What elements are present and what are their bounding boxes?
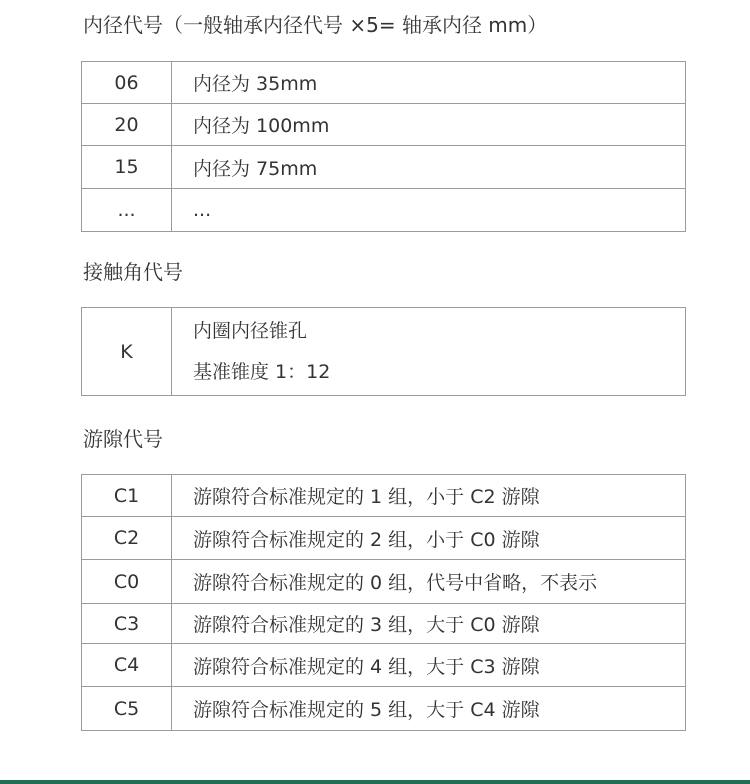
table-row [82, 189, 686, 232]
clearance-heading: 游隙代号 [83, 427, 163, 451]
contact-angle-table [81, 307, 686, 396]
contact-desc-cell [172, 308, 686, 396]
table-row [82, 104, 686, 146]
bore-desc-cell: 内径为 35mm [172, 62, 686, 104]
contact-desc-line: 内圈内径锥孔 [193, 319, 308, 342]
clearance-code-cell: C4 [82, 644, 172, 687]
table-row [82, 560, 686, 604]
bore-code-cell: ... [82, 189, 172, 232]
clearance-desc-cell: 游隙符合标准规定的 2 组，小于 C0 游隙 [172, 517, 686, 560]
clearance-desc-cell: 游隙符合标准规定的 3 组，大于 C0 游隙 [172, 604, 686, 644]
clearance-code-cell: C2 [82, 517, 172, 560]
bore-code-table [81, 61, 686, 232]
table-row [82, 604, 686, 644]
bore-desc-cell: 内径为 100mm [172, 104, 686, 146]
table-row [82, 146, 686, 189]
bore-code-cell: 15 [82, 146, 172, 189]
table-row [82, 475, 686, 517]
bore-code-cell: 06 [82, 62, 172, 104]
bore-code-cell: 20 [82, 104, 172, 146]
bore-desc-cell: 内径为 75mm [172, 146, 686, 189]
bore-code-heading: 内径代号（一般轴承内径代号 ×5= 轴承内径 mm） [83, 13, 548, 37]
contact-desc-line: 基准锥度 1：12 [193, 360, 331, 383]
clearance-code-cell: C0 [82, 560, 172, 604]
clearance-desc-cell: 游隙符合标准规定的 4 组，大于 C3 游隙 [172, 644, 686, 687]
table-row [82, 308, 686, 396]
clearance-code-cell: C1 [82, 475, 172, 517]
table-row [82, 517, 686, 560]
clearance-desc-cell: 游隙符合标准规定的 1 组，小于 C2 游隙 [172, 475, 686, 517]
clearance-desc-cell: 游隙符合标准规定的 0 组，代号中省略，不表示 [172, 560, 686, 604]
bottom-accent-bar [0, 780, 750, 784]
bore-desc-cell: ... [172, 189, 686, 232]
table-row [82, 62, 686, 104]
table-row [82, 644, 686, 687]
contact-code-cell: K [82, 308, 172, 396]
clearance-table [81, 474, 686, 731]
clearance-code-cell: C5 [82, 687, 172, 731]
table-row [82, 687, 686, 731]
clearance-code-cell: C3 [82, 604, 172, 644]
contact-angle-heading: 接触角代号 [83, 260, 183, 284]
clearance-desc-cell: 游隙符合标准规定的 5 组，大于 C4 游隙 [172, 687, 686, 731]
